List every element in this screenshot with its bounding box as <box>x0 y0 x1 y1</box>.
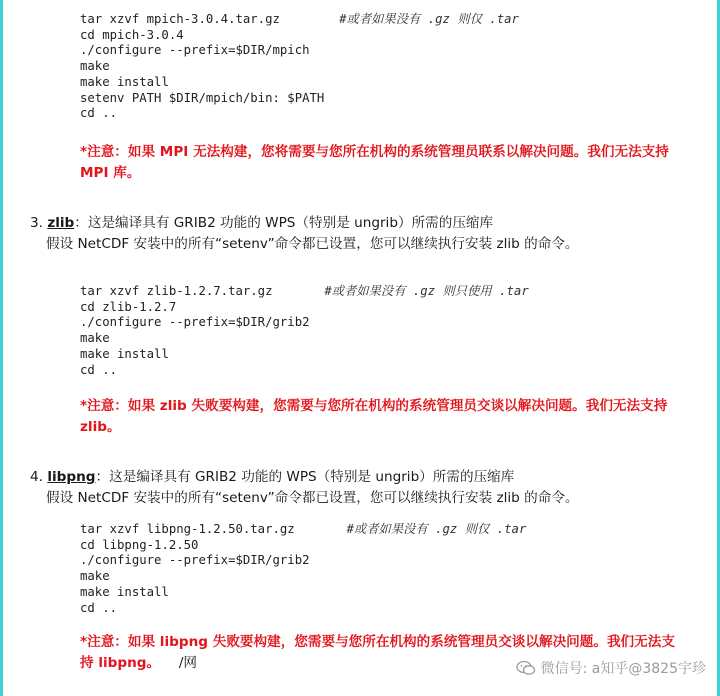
item-description: ：这是编译具有 GRIB2 功能的 WPS（特别是 ungrib）所需的压缩库 <box>95 469 515 485</box>
code-block-mpich <box>80 12 519 122</box>
trailing-text: /网 <box>178 655 198 671</box>
code-line: cd zlib-1.2.7 <box>80 299 177 314</box>
package-name-libpng[interactable]: libpng <box>47 469 96 485</box>
code-line: tar xzvf libpng-1.2.50.tar.gz #或者如果没有 .gz 则仅 .tar <box>80 522 527 536</box>
code-line: cd .. <box>80 600 118 615</box>
code-line: cd .. <box>80 362 118 377</box>
item-subtext: 假设 NetCDF 安装中的所有“setenv”命令都已设置，您可以继续执行安装 zlib 的命令。 <box>46 490 579 506</box>
code-block-libpng <box>80 522 526 616</box>
item-number: 4. <box>30 469 43 485</box>
code-line: make install <box>80 346 169 361</box>
list-item-libpng <box>30 467 690 509</box>
code-line: cd mpich-3.0.4 <box>80 27 184 42</box>
warning-zlib: *注意：如果 zlib 失败要构建，您需要与您所在机构的系统管理员交谈以解决问题。我们无法支持 zlib。 <box>80 398 668 435</box>
code-line: make <box>80 569 110 584</box>
code-line: make install <box>80 584 169 599</box>
item-number: 3. <box>30 215 43 231</box>
left-border <box>0 0 3 696</box>
item-description: ：这是编译具有 GRIB2 功能的 WPS（特别是 ungrib）所需的压缩库 <box>74 215 494 231</box>
code-line: tar xzvf mpich-3.0.4.tar.gz #或者如果没有 .gz 则仅 .tar <box>80 12 519 26</box>
watermark-text: 微信号: a知乎@3825宇珍 <box>540 661 706 677</box>
list-item-zlib <box>30 213 690 255</box>
code-line: tar xzvf zlib-1.2.7.tar.gz #或者如果没有 .gz 则只使用 .tar <box>80 284 529 298</box>
code-line: cd .. <box>80 106 118 121</box>
wechat-icon <box>516 660 536 676</box>
code-comment: #或者如果没有 .gz 则仅 .tar <box>339 12 519 26</box>
code-line: ./configure --prefix=$DIR/grib2 <box>80 315 310 330</box>
code-comment: #或者如果没有 .gz 则只使用 .tar <box>324 284 529 298</box>
code-line: make install <box>80 74 169 89</box>
watermark <box>516 658 706 678</box>
code-comment: #或者如果没有 .gz 则仅 .tar <box>346 522 527 536</box>
warning-libpng-text: *注意：如果 libpng 失败要构建，您需要与您所在机构的系统管理员交谈以解决问题。我们无法支持 libpng。 <box>80 634 675 671</box>
code-block-zlib <box>80 284 529 378</box>
code-line: ./configure --prefix=$DIR/mpich <box>80 43 310 58</box>
item-subtext: 假设 NetCDF 安装中的所有“setenv”命令都已设置，您可以继续执行安装 zlib 的命令。 <box>46 236 579 252</box>
warning-mpich: *注意：如果 MPI 无法构建，您将需要与您所在机构的系统管理员联系以解决问题。我们无法支持 MPI 库。 <box>80 144 669 181</box>
code-line: ./configure --prefix=$DIR/grib2 <box>80 553 310 568</box>
code-line: make <box>80 331 110 346</box>
code-line: make <box>80 59 110 74</box>
code-line: setenv PATH $DIR/mpich/bin: $PATH <box>80 90 325 105</box>
code-line: cd libpng-1.2.50 <box>80 537 199 552</box>
package-name-zlib[interactable]: zlib <box>47 215 75 231</box>
